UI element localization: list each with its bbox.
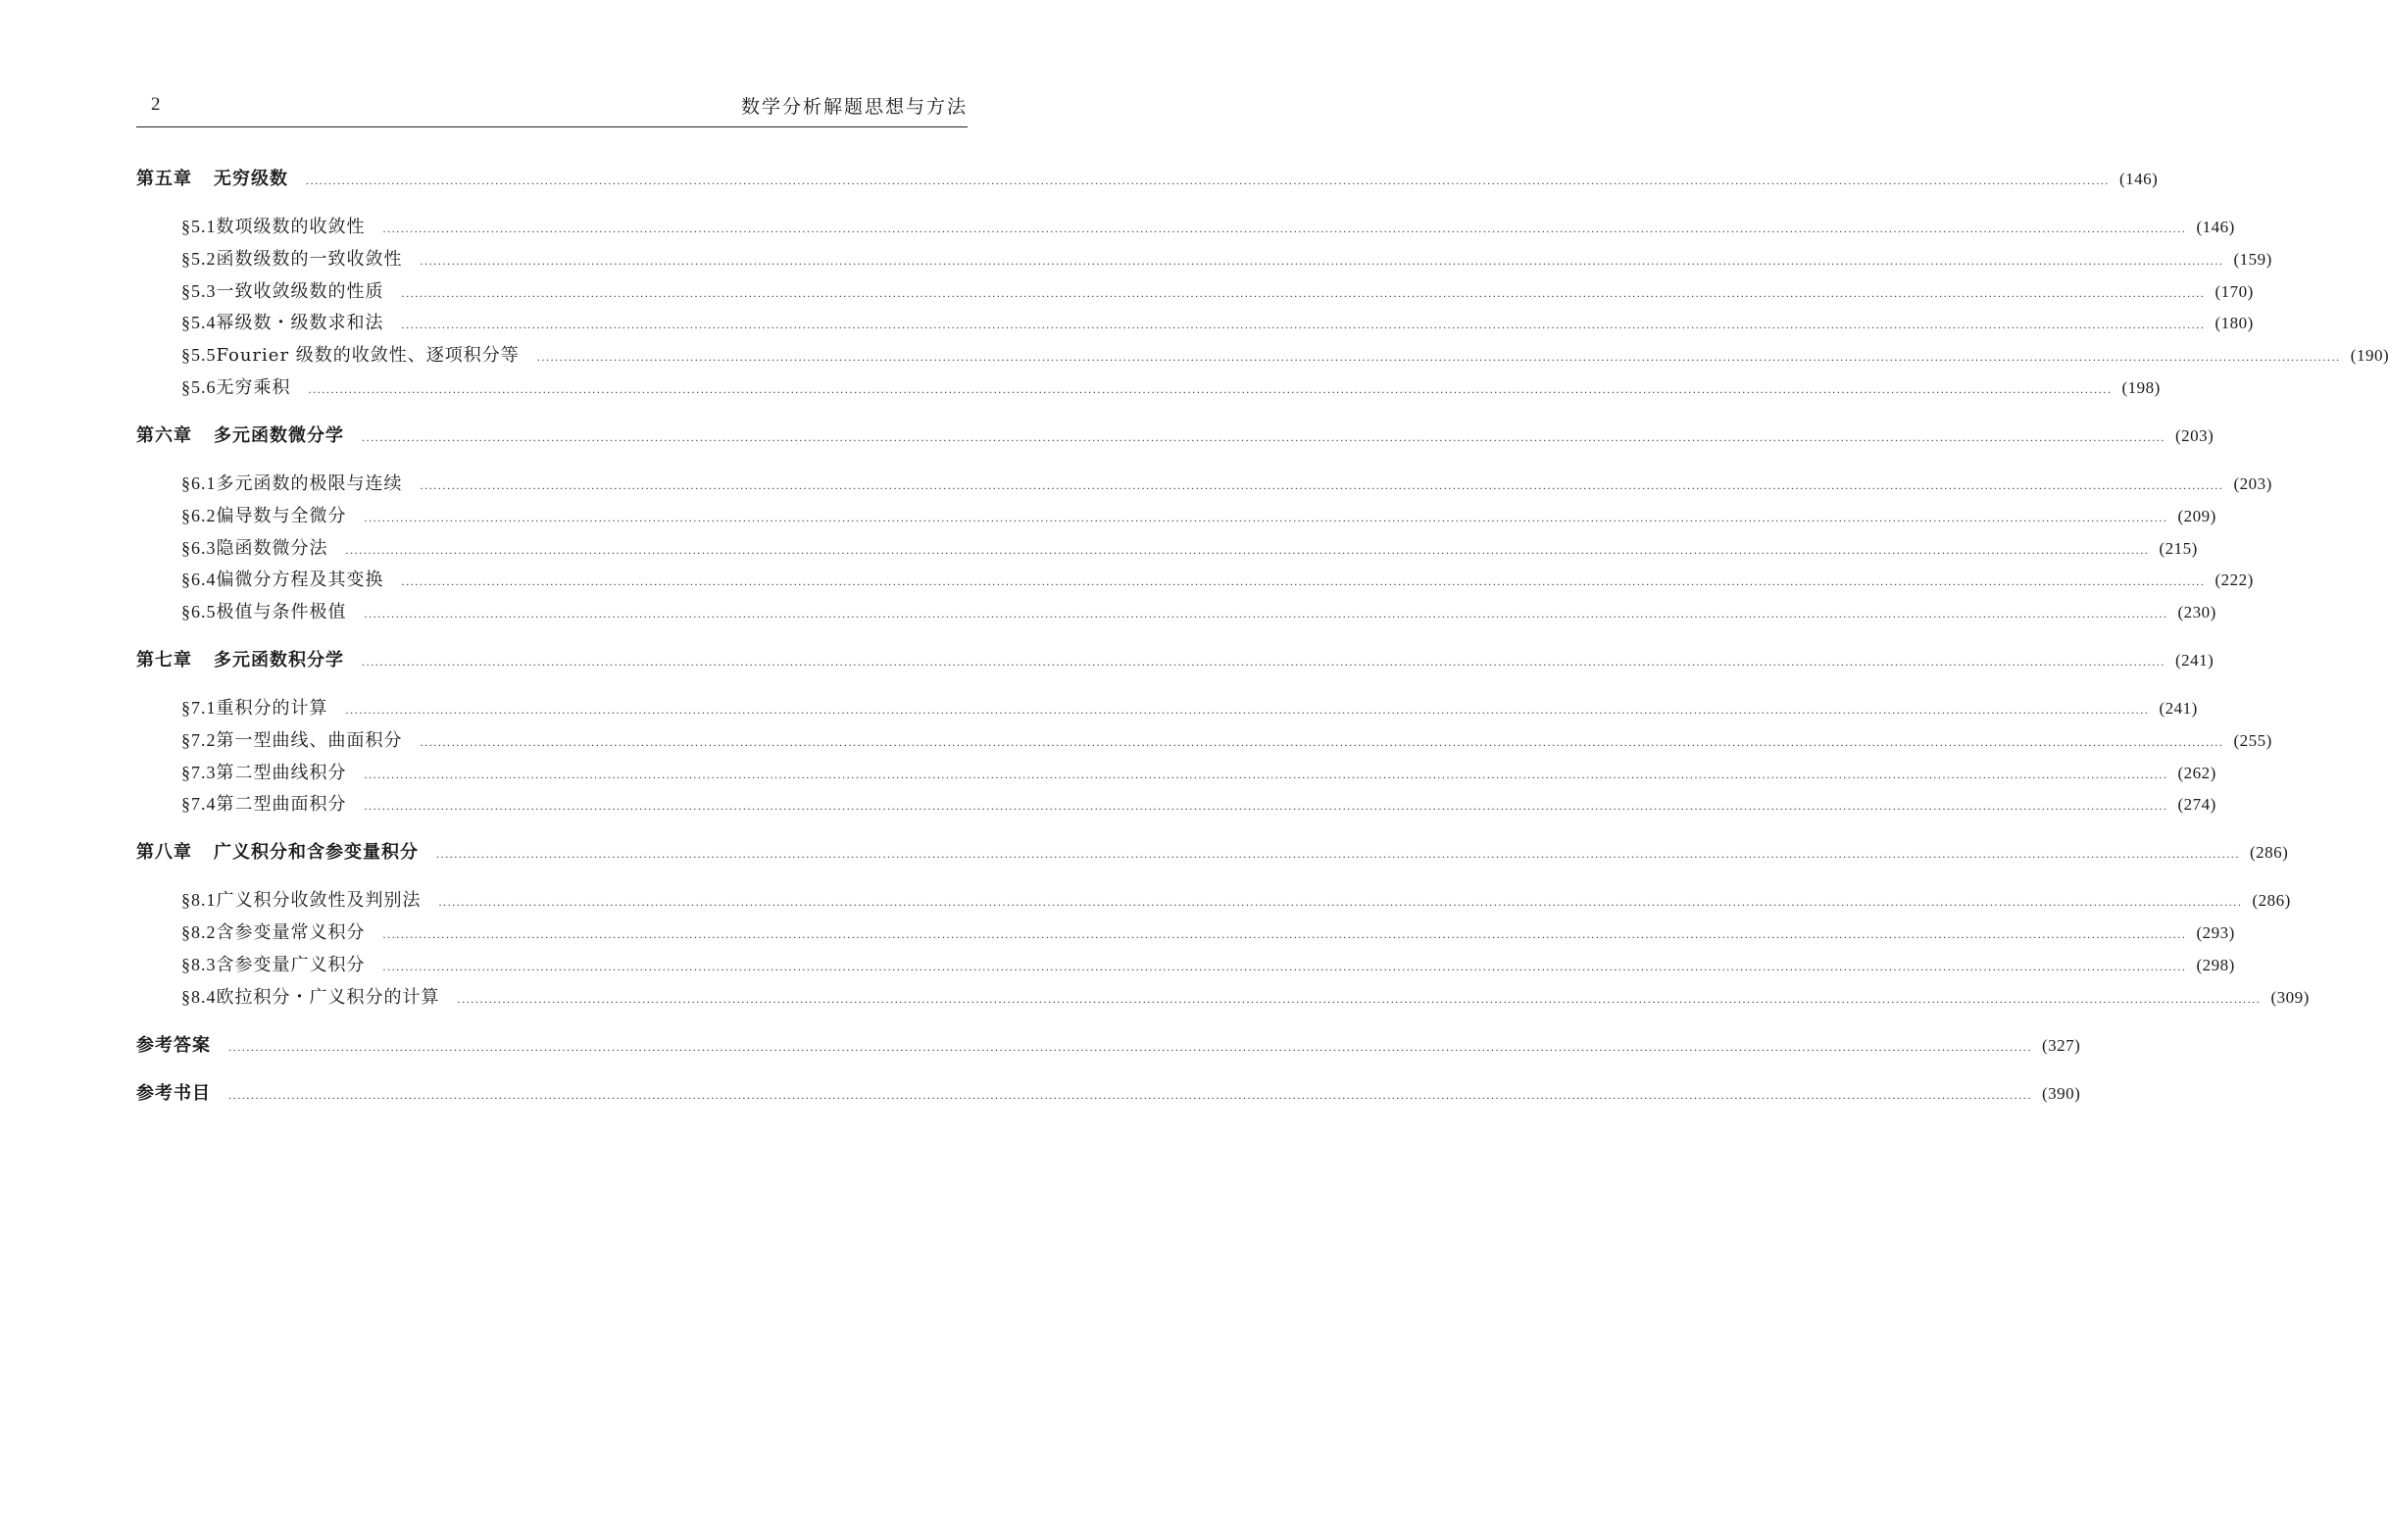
section-title: 极值与条件极值 (216, 602, 347, 622)
page-reference: (230) (2177, 603, 2216, 621)
toc-chapter-entry (136, 838, 2289, 866)
dot-leader: ................................................................................................................................................................................................................................................................................................................................................................................................................ (436, 847, 2240, 861)
section-title: 多元函数的极限与连续 (216, 473, 403, 494)
running-header (136, 92, 968, 122)
dot-leader: ................................................................................................................................................................................................................................................................................................................................................................................................................ (382, 927, 2187, 941)
toc-section-entry (181, 983, 2310, 1011)
section-number: §6.3 (181, 538, 217, 558)
section-title: Fourier 级数的收敛性、逐项积分等 (216, 345, 520, 366)
chapter-label: 第七章 (136, 650, 192, 671)
backmatter-label: 参考答案 (136, 1035, 211, 1056)
page-reference: (298) (2196, 956, 2235, 974)
page-reference: (180) (2215, 314, 2254, 332)
page-reference: (222) (2215, 571, 2254, 589)
page-reference: (203) (2175, 426, 2215, 445)
chapter-title: 无穷级数 (214, 169, 288, 189)
dot-leader: ................................................................................................................................................................................................................................................................................................................................................................................................................ (364, 511, 2168, 524)
toc-section-entry (181, 373, 2161, 401)
dot-leader: ................................................................................................................................................................................................................................................................................................................................................................................................................ (345, 543, 2150, 557)
dot-leader: ................................................................................................................................................................................................................................................................................................................................................................................................................ (401, 574, 2206, 588)
dot-leader: ................................................................................................................................................................................................................................................................................................................................................................................................................ (438, 895, 2243, 909)
dot-leader: ................................................................................................................................................................................................................................................................................................................................................................................................................ (420, 735, 2224, 749)
section-number: §5.3 (181, 281, 217, 301)
toc-section-entry (181, 759, 2216, 786)
dot-leader: ................................................................................................................................................................................................................................................................................................................................................................................................................ (306, 174, 2110, 187)
toc-chapter-entry (136, 165, 2159, 192)
toc-section-entry (181, 790, 2216, 818)
page-reference: (293) (2196, 923, 2235, 942)
dot-leader: ................................................................................................................................................................................................................................................................................................................................................................................................................ (420, 254, 2224, 268)
section-title: 偏微分方程及其变换 (216, 570, 384, 590)
section-number: §5.4 (181, 313, 217, 332)
page-reference: (390) (2042, 1084, 2081, 1103)
section-number: §6.4 (181, 570, 217, 589)
section-title: 幂级数・级数求和法 (216, 313, 384, 333)
toc-backmatter-entry (136, 1031, 2081, 1059)
page-reference: (170) (2215, 282, 2254, 301)
dot-leader: ................................................................................................................................................................................................................................................................................................................................................................................................................ (364, 768, 2168, 781)
toc-section-entry (181, 694, 2198, 721)
section-title: 偏导数与全微分 (216, 506, 347, 526)
section-title: 第一型曲线、曲面积分 (216, 730, 403, 751)
section-title: 函数级数的一致收敛性 (216, 249, 403, 270)
page-reference: (286) (2252, 891, 2291, 910)
page-reference: (146) (2119, 170, 2159, 188)
section-number: §8.3 (181, 955, 217, 974)
dot-leader: ................................................................................................................................................................................................................................................................................................................................................................................................................ (457, 992, 2262, 1006)
page-reference: (241) (2175, 651, 2215, 670)
toc-section-entry (181, 341, 2389, 369)
section-title: 含参变量常义积分 (216, 922, 366, 943)
chapter-label: 第八章 (136, 842, 192, 863)
page-reference: (215) (2159, 539, 2198, 558)
section-title: 第二型曲线积分 (216, 763, 347, 783)
dot-leader: ................................................................................................................................................................................................................................................................................................................................................................................................................ (382, 960, 2187, 973)
dot-leader: ................................................................................................................................................................................................................................................................................................................................................................................................................ (308, 382, 2113, 396)
dot-leader: ................................................................................................................................................................................................................................................................................................................................................................................................................ (401, 318, 2206, 331)
dot-leader: ................................................................................................................................................................................................................................................................................................................................................................................................................ (364, 799, 2168, 813)
section-number: §7.2 (181, 730, 217, 750)
dot-leader: ................................................................................................................................................................................................................................................................................................................................................................................................................ (420, 478, 2224, 492)
section-title: 隐函数微分法 (216, 538, 328, 559)
toc-section-entry (181, 566, 2254, 593)
section-number: §8.1 (181, 890, 217, 910)
chapter-title: 多元函数积分学 (214, 650, 344, 671)
section-title: 第二型曲面积分 (216, 794, 347, 815)
page-reference: (198) (2121, 378, 2161, 397)
section-number: §6.2 (181, 506, 217, 525)
page-reference: (309) (2270, 988, 2310, 1007)
section-title: 欧拉积分・广义积分的计算 (216, 987, 440, 1008)
page-reference: (262) (2177, 764, 2216, 782)
section-title: 含参变量广义积分 (216, 955, 366, 975)
section-title: 重积分的计算 (216, 698, 328, 719)
section-title: 广义积分收敛性及判别法 (216, 890, 422, 911)
section-title: 一致收敛级数的性质 (216, 281, 384, 302)
section-title: 数项级数的收敛性 (216, 217, 366, 237)
dot-leader: ................................................................................................................................................................................................................................................................................................................................................................................................................ (401, 286, 2206, 300)
dot-leader: ................................................................................................................................................................................................................................................................................................................................................................................................................ (228, 1040, 2032, 1054)
page-reference: (190) (2350, 346, 2389, 365)
toc-section-entry (181, 919, 2235, 946)
section-number: §5.5 (181, 345, 217, 365)
chapter-title: 广义积分和含参变量积分 (214, 842, 419, 863)
section-number: §8.2 (181, 922, 217, 942)
toc-section-entry (181, 245, 2272, 273)
toc-chapter-entry (136, 646, 2215, 673)
chapter-label: 第六章 (136, 425, 192, 446)
toc-section-entry (181, 534, 2198, 562)
dot-leader: ................................................................................................................................................................................................................................................................................................................................................................................................................ (362, 430, 2165, 444)
toc-backmatter-entry (136, 1079, 2081, 1107)
dot-leader: ................................................................................................................................................................................................................................................................................................................................................................................................................ (364, 607, 2168, 621)
chapter-label: 第五章 (136, 169, 192, 189)
page-reference: (203) (2233, 474, 2272, 493)
page-reference: (146) (2196, 218, 2235, 236)
section-number: §8.4 (181, 987, 217, 1007)
toc-section-entry (181, 213, 2235, 240)
toc-section-entry (181, 309, 2254, 336)
page-reference: (241) (2159, 699, 2198, 718)
section-number: §5.6 (181, 377, 217, 397)
toc-section-entry (181, 598, 2216, 625)
page-reference: (159) (2233, 250, 2272, 269)
toc-section-entry (181, 277, 2254, 305)
page-reference: (286) (2250, 843, 2289, 862)
page-reference: (274) (2177, 795, 2216, 814)
dot-leader: ................................................................................................................................................................................................................................................................................................................................................................................................................ (362, 655, 2165, 669)
toc-section-entry (181, 726, 2272, 754)
page-reference: (209) (2177, 507, 2216, 525)
section-number: §6.5 (181, 602, 217, 621)
section-number: §5.2 (181, 249, 217, 269)
page-number: 2 (151, 94, 161, 115)
page-reference: (327) (2042, 1036, 2081, 1055)
section-number: §6.1 (181, 473, 217, 493)
dot-leader: ................................................................................................................................................................................................................................................................................................................................................................................................................ (536, 350, 2341, 364)
dot-leader: ................................................................................................................................................................................................................................................................................................................................................................................................................ (382, 222, 2187, 235)
section-number: §5.1 (181, 217, 217, 236)
toc-section-entry (181, 886, 2291, 914)
dot-leader: ................................................................................................................................................................................................................................................................................................................................................................................................................ (228, 1088, 2032, 1102)
backmatter-label: 参考书目 (136, 1083, 211, 1104)
toc-chapter-entry (136, 422, 2215, 449)
header-rule (136, 126, 968, 127)
chapter-title: 多元函数微分学 (214, 425, 344, 446)
toc-section-entry (181, 951, 2235, 978)
section-number: §7.4 (181, 794, 217, 814)
dot-leader: ................................................................................................................................................................................................................................................................................................................................................................................................................ (345, 703, 2150, 717)
toc-section-entry (181, 470, 2272, 497)
book-title: 数学分析解题思想与方法 (740, 96, 968, 118)
section-number: §7.3 (181, 763, 217, 782)
section-number: §7.1 (181, 698, 217, 718)
page-reference: (255) (2233, 731, 2272, 750)
section-title: 无穷乘积 (216, 377, 291, 398)
toc-section-entry (181, 502, 2216, 529)
